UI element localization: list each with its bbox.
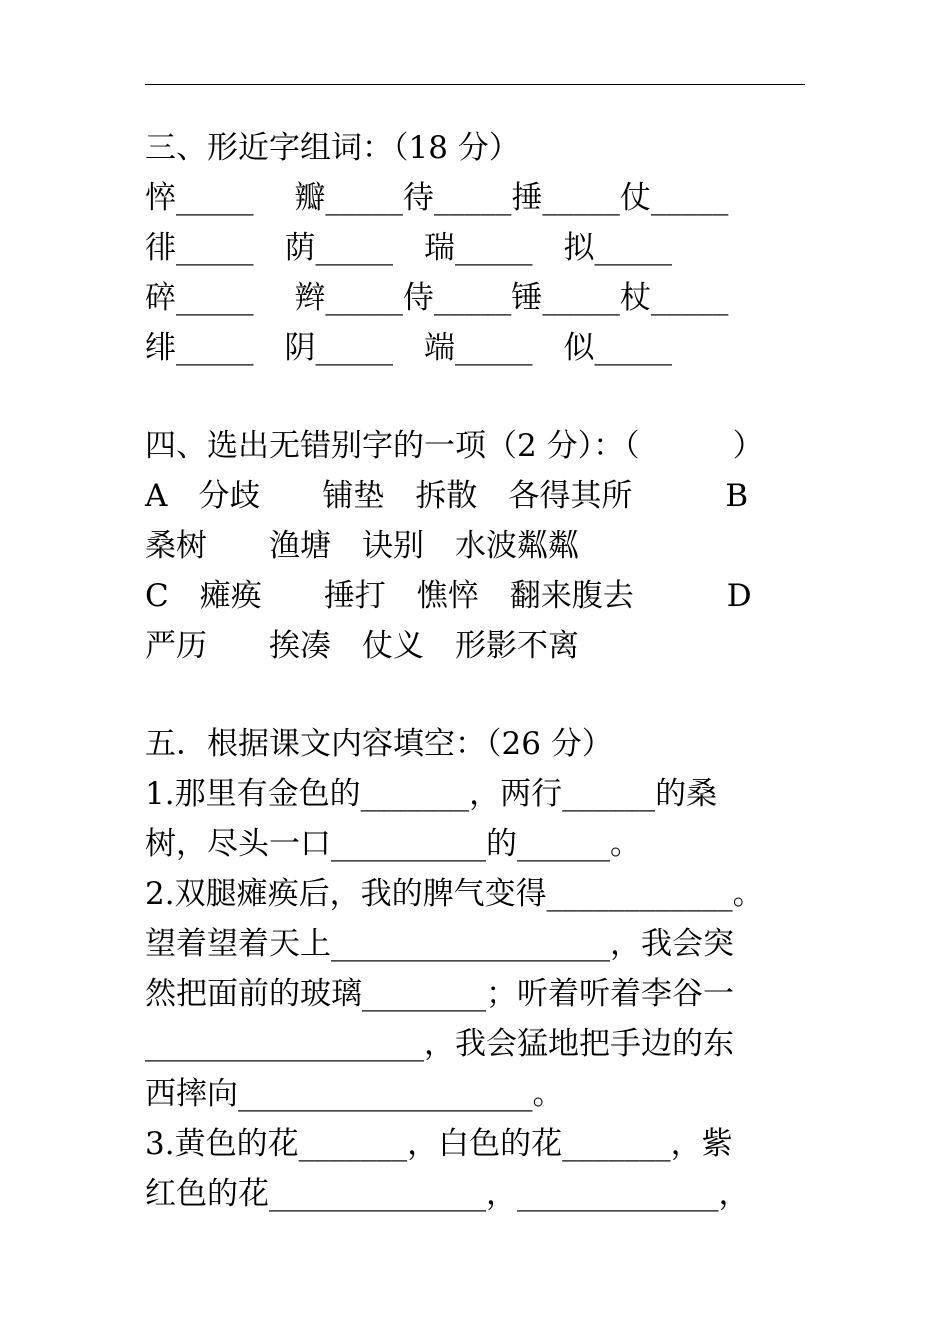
section5-row-2: 树，尽头一口__________的______。 (145, 826, 641, 862)
section5-row-1: 1.那里有金色的_______，两行______的桑 (145, 776, 718, 812)
section5-row-8: 3.黄色的花_______，白色的花_______，紫 (145, 1126, 733, 1162)
section3-row-1: 悴_____ 瓣_____待_____捶_____仗_____ (145, 180, 729, 216)
section4-row-1: A 分歧 铺垫 拆散 各得其所 B (145, 478, 749, 514)
section5-title: 五．根据课文内容填空：（26 分） (145, 726, 613, 762)
section4-row-3: C 瘫痪 捶打 憔悴 翻来腹去 D (145, 578, 752, 614)
section5-row-3: 2.双腿瘫痪后，我的脾气变得____________。 (145, 876, 764, 912)
section5-row-6: __________________，我会猛地把手边的东 (145, 1026, 734, 1062)
section5-row-9: 红色的花______________，_____________， (145, 1176, 750, 1212)
section3-row-4: 绯_____ 阴_____ 端_____ 似_____ (145, 330, 672, 366)
section4-title: 四、选出无错别字的一项（2 分）：（ ） (145, 428, 764, 464)
section3-row-3: 碎_____ 辫_____侍_____锤_____杖_____ (145, 280, 729, 316)
top-divider (145, 84, 805, 85)
section5-row-7: 西摔向___________________。 (145, 1076, 564, 1112)
section3-row-2: 徘_____ 荫_____ 瑞_____ 拟_____ (145, 230, 672, 266)
section4-row-2: 桑树 渔塘 诀别 水波粼粼 (145, 528, 579, 564)
section5-row-5: 然把面前的玻璃________；听着听着李谷一 (145, 976, 734, 1012)
section3-title: 三、形近字组词：（18 分） (145, 130, 520, 166)
section4-row-4: 严历 挨凑 仗义 形影不离 (145, 628, 579, 664)
section5-row-4: 望着望着天上__________________，我会突 (145, 926, 734, 962)
